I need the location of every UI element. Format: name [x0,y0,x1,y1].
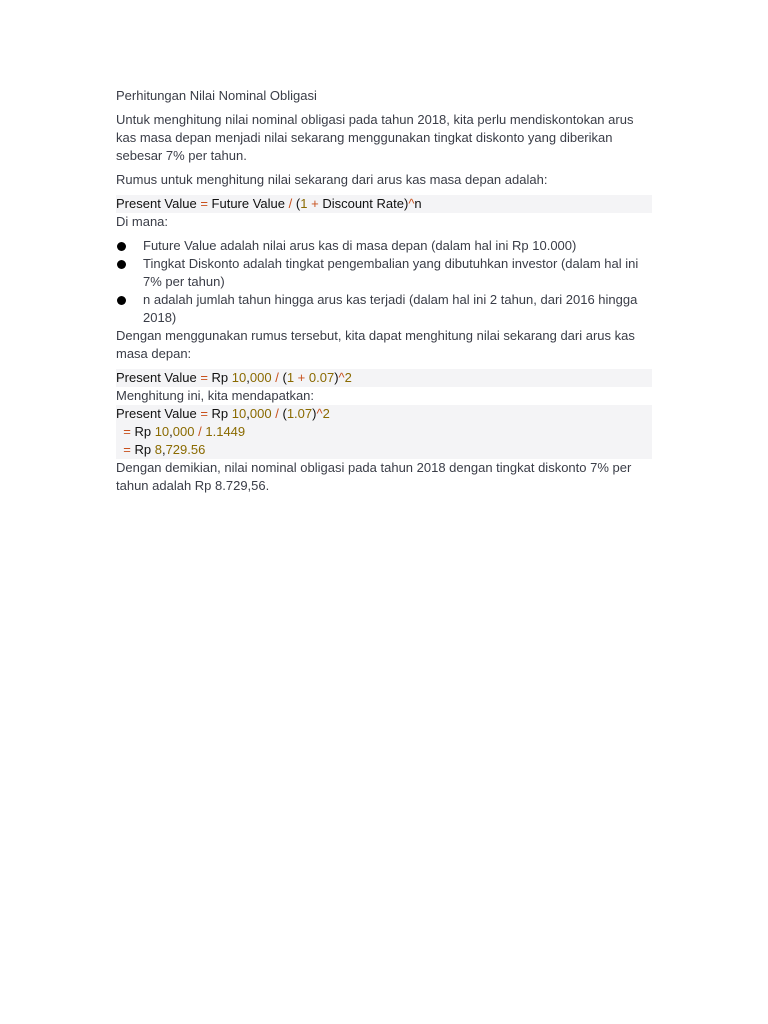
calc2-line2-rp: Rp [134,424,152,439]
calc1-rp: Rp [211,370,229,385]
calc2-line3-b: 729.56 [165,442,206,457]
apply-paragraph: Dengan menggunakan rumus tersebut, kita dapat menghitung nilai sekarang dari arus kas masa depan: [116,328,635,361]
calc2-close: ) [312,406,317,421]
formula-div: / [288,196,293,211]
bullet-icon [117,296,126,305]
list-item-text: Tingkat Diskonto adalah tingkat pengembalian yang dibutuhkan investor (dalam hal ini 7% per tahun) [143,256,639,289]
calc-lead: Menghitung ini, kita mendapatkan: [116,388,315,403]
calc2-eq: = [200,406,208,421]
list-item [116,291,652,327]
calc1-fv2: 000 [249,370,272,385]
formula-block [116,195,652,213]
where-label: Di mana: [116,214,169,229]
calc2-line2-den: 1.1449 [205,424,246,439]
formula-eq: = [200,196,208,211]
formula-fv: Future Value [211,196,286,211]
list-item-text: Future Value adalah nilai arus kas di masa depan (dalam hal ini Rp 10.000) [143,238,577,253]
calc2-line3-rp: Rp [134,442,152,457]
bullet-icon [117,260,126,269]
calc1-exp: 2 [344,370,352,385]
calc2-line2-a: 10 [154,424,170,439]
calc2-line3-a: 8 [154,442,162,457]
formula-pow: ^ [408,196,415,211]
formula-open: ( [295,196,301,211]
bullet-icon [117,242,126,251]
calc1-comma: , [246,370,250,385]
calc2-line2-b: 000 [172,424,195,439]
calc2-open: ( [282,406,287,421]
list-item-text: n adalah jumlah tahun hingga arus kas terjadi (dalam hal ini 2 tahun, dari 2016 hingga 2018) [143,292,638,325]
calc1-plus: + [297,370,306,385]
calc2-lhs: Present Value [116,406,197,421]
formula-lhs: Present Value [116,196,197,211]
formula-n: n [414,196,422,211]
formula-rate: Discount Rate [322,196,404,211]
calc2-base: 1.07 [286,406,313,421]
calc2-line2-eq: = [123,424,131,439]
calc-block-2 [116,405,652,459]
calc2-b: 000 [249,406,272,421]
document-body [116,87,652,495]
list-item [116,237,652,255]
intro-paragraph: Untuk menghitung nilai nominal obligasi pada tahun 2018, kita perlu mendiskontokan arus kas masa depan menjadi nilai sekarang menggunakan tingkat diskonto yang diberikan sebesar 7% per tahun. [116,112,634,163]
calc2-line3-comma: , [161,442,166,457]
calc1-rate: 0.07 [308,370,335,385]
calc1-div: / [275,370,279,385]
formula-close: ) [403,196,409,211]
conclusion-paragraph: Dengan demikian, nilai nominal obligasi pada tahun 2018 dengan tingkat diskonto 7% per tahun adalah Rp 8.729,56. [116,460,632,493]
definition-list [116,237,652,327]
calc-block-1 [116,369,652,387]
calc1-lhs: Present Value [116,370,197,385]
calc1-close: ) [334,370,339,385]
list-item [116,255,652,291]
calc2-exp: 2 [322,406,330,421]
calc2-pow: ^ [316,406,323,421]
calc2-line2-div: / [198,424,202,439]
calc2-a: 10 [231,406,247,421]
calc2-div: / [275,406,279,421]
calc2-comma: , [246,406,250,421]
formula-one: 1 [300,196,308,211]
calc1-eq: = [200,370,208,385]
calc1-one: 1 [286,370,295,385]
calc1-pow: ^ [338,370,345,385]
formula-plus: + [311,196,319,211]
calc2-line3-eq: = [123,442,131,457]
calc1-open: ( [282,370,287,385]
calc1-fv: 10 [231,370,247,385]
calc2-rp: Rp [211,406,229,421]
calc2-line2-comma: , [169,424,173,439]
formula-lead: Rumus untuk menghitung nilai sekarang dari arus kas masa depan adalah: [116,172,548,187]
document-title: Perhitungan Nilai Nominal Obligasi [116,88,317,103]
